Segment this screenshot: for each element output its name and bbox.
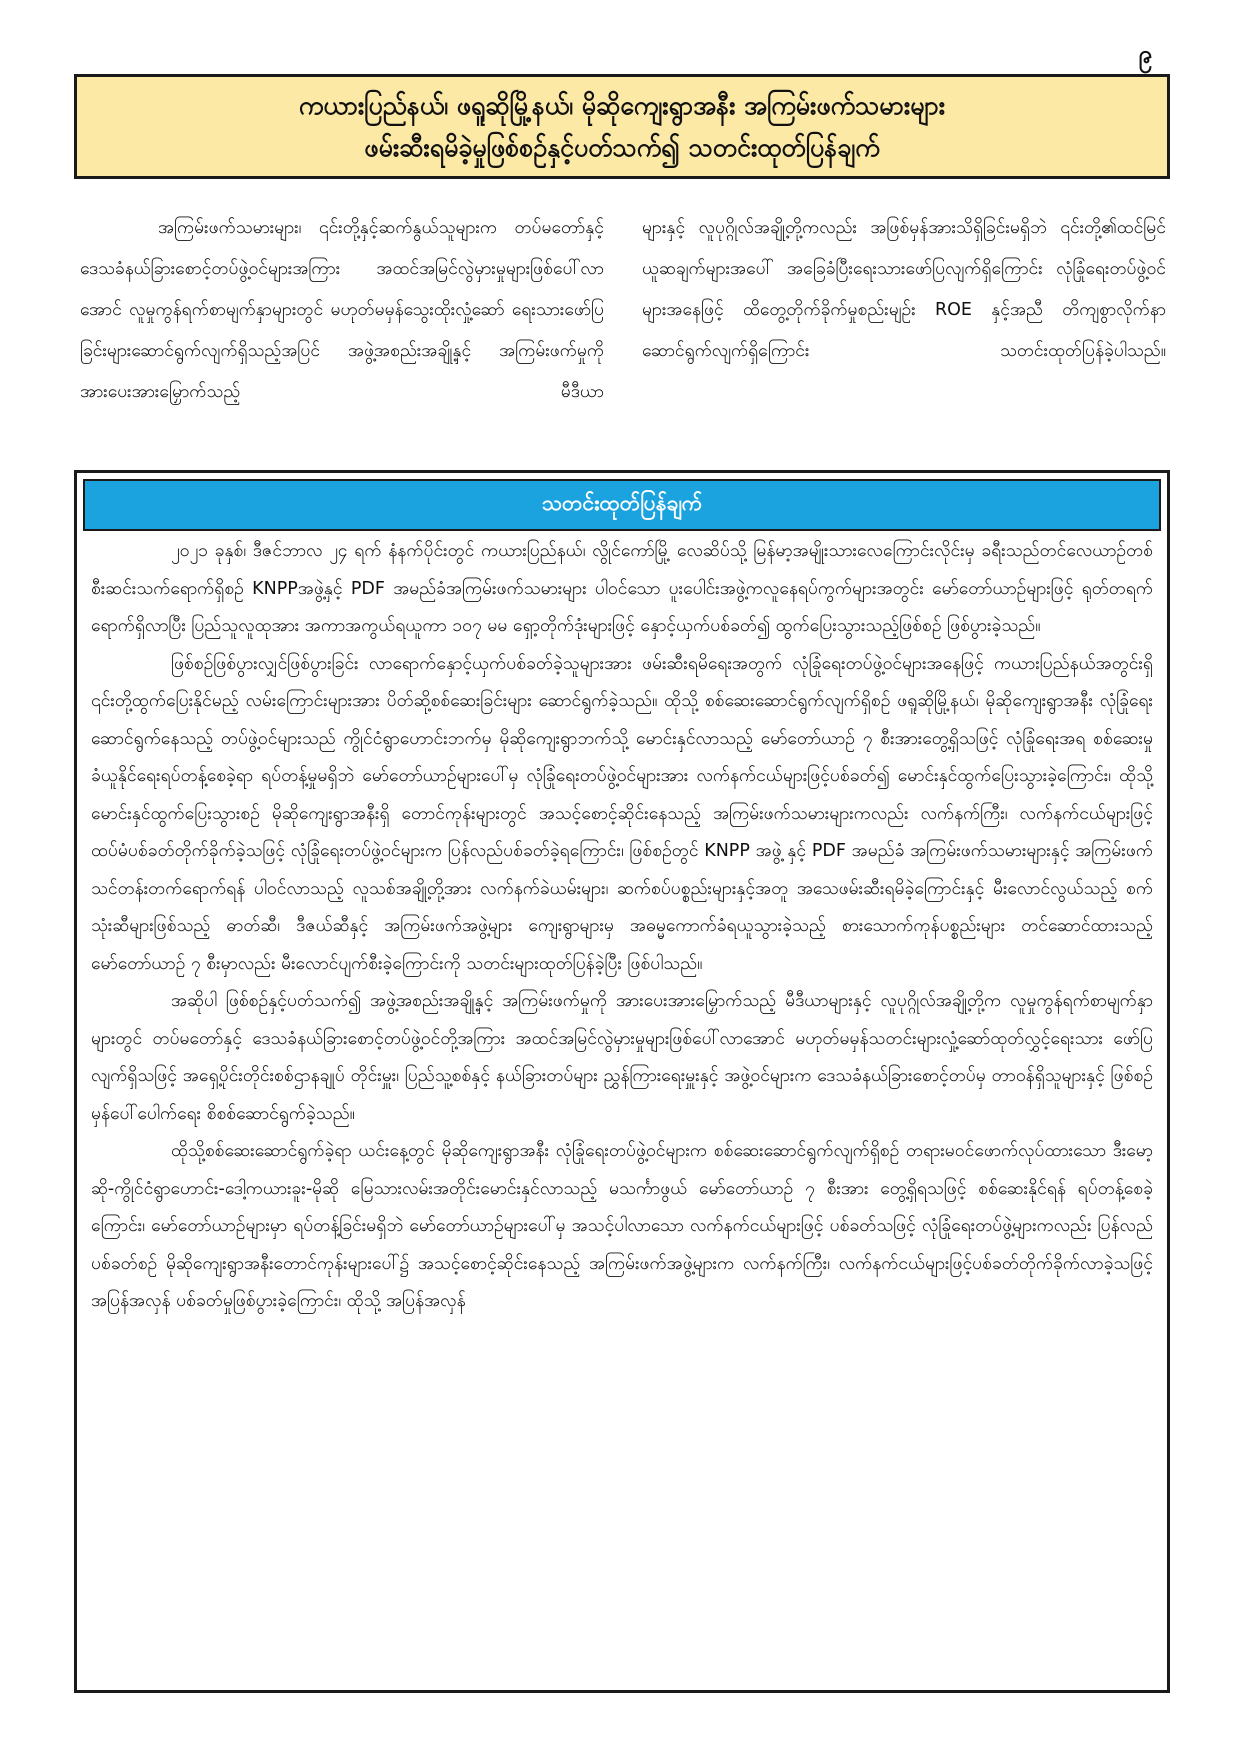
statement-paragraph-4: ထိုသို့စစ်ဆေးဆောင်ရွက်ခဲ့ရာ ယင်းနေ့တွင် မိုဆိုကျေးရွာအနီး လုံခြုံရေးတပ်ဖွဲ့ဝင်များက စစ်ဆေးဆောင်ရွက်လျက်ရှိစဉ် တရားမဝင်ဖောက်လုပ်ထားသော ဒီးမော့ဆို-ကွိုင်ငံရွာဟောင်း-ဒေါ့ကယားခူး-မိုဆို မြေသားလမ်းအတိုင်းမောင်းနှင်လာသည့် မသင်္ကာဖွယ် မော်တော်ယာဉ် ၇ စီးအား တွေ့ရှိရသဖြင့် စစ်ဆေးနိုင်ရန် ရပ်တန့်စေခဲ့ကြောင်း၊ မော်တော်ယာဉ်များမှာ ရပ်တန့်ခြင်းမရှိဘဲ မော်တော်ယာဉ်များပေါ်မှ အသင့်ပါလာသော လက်နက်ငယ်များဖြင့် ပစ်ခတ်သဖြင့် လုံခြုံရေးတပ်ဖွဲ့များကလည်း ပြန်လည်ပစ်ခတ်စဉ် မိုဆိုကျေးရွာအနီးတောင်ကုန်းများပေါ်၌ အသင့်စောင့်ဆိုင်းနေသည့် အကြမ်းဖက်အဖွဲ့များက လက်နက်ကြီး၊ လက်နက်ငယ်များဖြင့်ပစ်ခတ်တိုက်ခိုက်လာခဲ့သဖြင့် အပြန်အလှန် ပစ်ခတ်မှုဖြစ်ပွားခဲ့ကြောင်း၊ ထိုသို့ အပြန်အလှန် [91, 1141, 1153, 1311]
press-statement-header [83, 479, 1161, 531]
intro-column-right [642, 208, 1166, 454]
press-statement-box [74, 470, 1170, 1693]
intro-section [80, 208, 1166, 454]
statement-paragraph-1: ၂၀၂၁ ခုနှစ်၊ ဒီဇင်ဘာလ ၂၄ ရက် နံနက်ပိုင်းတွင် ကယားပြည်နယ်၊ လွိုင်ကော်မြို့ လေဆိပ်သို့ မြန်မာ့အမျိုးသားလေကြောင်းလိုင်းမှ ခရီးသည်တင်လေယာဉ်တစ်စီးဆင်းသက်ရောက်ရှိစဉ် KNPPအဖွဲ့နှင့် PDF အမည်ခံအကြမ်းဖက်သမားများ ပါဝင်သော ပူးပေါင်းအဖွဲ့ကလူနေရပ်ကွက်များအတွင်း မော်တော်ယာဉ်များဖြင့် ရုတ်တရက်ရောက်ရှိလာပြီး ပြည်သူလူထုအား အကာအကွယ်ရယူကာ ၁၀၇ မမ ရှော့တိုက်ဒုံးများဖြင့် နှောင့်ယှက်ပစ်ခတ်၍ ထွက်ပြေးသွားသည့်ဖြစ်စဉ် ဖြစ်ပွားခဲ့သည်။ [91, 541, 1153, 636]
intro-column-left [80, 208, 604, 454]
intro-text-left: အကြမ်းဖက်သမားများ၊ ၎င်းတို့နှင့်ဆက်နွယ်သူများက တပ်မတော်နှင့် ဒေသခံနယ်ခြားစောင့်တပ်ဖွဲ့ဝင်များအကြား အထင်အမြင်လွဲမှားမှုများဖြစ်ပေါ်လာအောင် လူမှုကွန်ရက်စာမျက်နှာများတွင် မဟုတ်မမှန်သွေးထိုးလှုံ့ဆော် ရေးသားဖော်ပြခြင်းများဆောင်ရွက်လျက်ရှိသည့်အပြင် အဖွဲ့အစည်းအချို့နှင့် အကြမ်းဖက်မှုကို အားပေးအားမြှောက်သည့် မီဒီယာ [80, 218, 604, 402]
intro-text-right: များနှင့် လူပုဂ္ဂိုလ်အချို့တို့ကလည်း အဖြစ်မှန်အားသိရှိခြင်းမရှိဘဲ ၎င်းတို့၏ထင်မြင်ယူဆချက်များအပေါ် အခြေခံပြီးရေးသားဖော်ပြလျက်ရှိကြောင်း လုံခြုံရေးတပ်ဖွဲ့ဝင်များအနေဖြင့် ထိတွေ့တိုက်ခိုက်မှုစည်းမျဉ်း ROE နှင့်အညီ တိကျစွာလိုက်နာဆောင်ရွက်လျက်ရှိကြောင်း သတင်းထုတ်ပြန်ခဲ့ပါသည်။ [642, 218, 1166, 361]
headline-line-1: ကယားပြည်နယ်၊ ဖရူဆိုမြို့နယ်၊ မိုဆိုကျေးရွာအနီး အကြမ်းဖက်သမားများ [298, 90, 946, 120]
headline-box [74, 74, 1170, 179]
press-statement-title: သတင်းထုတ်ပြန်ချက် [541, 490, 703, 515]
page-number: ၉ [1138, 40, 1152, 68]
press-statement-body [77, 531, 1167, 1683]
statement-paragraph-3: အဆိုပါ ဖြစ်စဉ်နှင့်ပတ်သက်၍ အဖွဲ့အစည်းအချို့နှင့် အကြမ်းဖက်မှုကို အားပေးအားမြှောက်သည့် မီဒီယာများနှင့် လူပုဂ္ဂိုလ်အချို့တို့က လူမှုကွန်ရက်စာမျက်နှာများတွင် တပ်မတော်နှင့် ဒေသခံနယ်ခြားစောင့်တပ်ဖွဲ့ဝင်တို့အကြား အထင်အမြင်လွဲမှားမှုများဖြစ်ပေါ်လာအောင် မဟုတ်မမှန်သတင်းများလှုံ့ဆော်ထုတ်လွှင့်ရေးသား ဖော်ပြလျက်ရှိသဖြင့် အရှေ့ပိုင်းတိုင်းစစ်ဌာနချုပ် တိုင်းမှူး၊ ပြည်သူ့စစ်နှင့် နယ်ခြားတပ်များ ညွှန်ကြားရေးမှူးနှင့် အဖွဲ့ဝင်များက ဒေသခံနယ်ခြားစောင့်တပ်မှ တာဝန်ရှိသူများနှင့် ဖြစ်စဉ်မှန်ပေါ်ပေါက်ရေး စိစစ်ဆောင်ရွက်ခဲ့သည်။ [91, 991, 1153, 1124]
statement-paragraph-2: ဖြစ်စဉ်ဖြစ်ပွားလျှင်ဖြစ်ပွားခြင်း လာရောက်နှောင့်ယှက်ပစ်ခတ်ခဲ့သူများအား ဖမ်းဆီးရမိရေးအတွက် လုံခြုံရေးတပ်ဖွဲ့ဝင်များအနေဖြင့် ကယားပြည်နယ်အတွင်းရှိ ၎င်းတို့ထွက်ပြေးနိုင်မည့် လမ်းကြောင်းများအား ပိတ်ဆို့စစ်ဆေးခြင်းများ ဆောင်ရွက်ခဲ့သည်။ ထိုသို့ စစ်ဆေးဆောင်ရွက်လျက်ရှိစဉ် ဖရူဆိုမြို့နယ်၊ မိုဆိုကျေးရွာအနီး လုံခြုံရေးဆောင်ရွက်နေသည့် တပ်ဖွဲ့ဝင်များသည် ကွိုင်ငံရွာဟောင်းဘက်မှ မိုဆိုကျေးရွာဘက်သို့ မောင်းနှင်လာသည့် မော်တော်ယာဉ် ၇ စီးအားတွေ့ရှိသဖြင့် လုံခြုံရေးအရ စစ်ဆေးမှုခံယူနိုင်ရေးရပ်တန့်စေခဲ့ရာ ရပ်တန့်မှုမရှိဘဲ မော်တော်ယာဉ်များပေါ်မှ လုံခြုံရေးတပ်ဖွဲ့ဝင်များအား လက်နက်ငယ်များဖြင့်ပစ်ခတ်၍ မောင်းနှင်ထွက်ပြေးသွားခဲ့ကြောင်း၊ ထိုသို့ မောင်းနှင်ထွက်ပြေးသွားစဉ် မိုဆိုကျေးရွာအနီးရှိ တောင်ကုန်းများတွင် အသင့်စောင့်ဆိုင်းနေသည့် အကြမ်းဖက်သမားများကလည်း လက်နက်ကြီး၊ လက်နက်ငယ်များဖြင့် ထပ်မံပစ်ခတ်တိုက်ခိုက်ခဲ့သဖြင့် လုံခြုံရေးတပ်ဖွဲ့ဝင်များက ပြန်လည်ပစ်ခတ်ခဲ့ရကြောင်း၊ ဖြစ်စဉ်တွင် KNPP အဖွဲ့ နှင့် PDF အမည်ခံ အကြမ်းဖက်သမားများနှင့် အကြမ်းဖက်သင်တန်းတက်ရောက်ရန် ပါဝင်လာသည့် လူသစ်အချို့တို့အား လက်နက်ခဲယမ်းများ၊ ဆက်စပ်ပစ္စည်းများနှင့်အတူ အသေဖမ်းဆီးရမိခဲ့ကြောင်းနှင့် မီးလောင်လွယ်သည့် စက်သုံးဆီများဖြစ်သည့် ဓာတ်ဆီ၊ ဒီဇယ်ဆီနှင့် အကြမ်းဖက်အဖွဲ့များ ကျေးရွာများမှ အဓမ္မကောက်ခံရယူသွားခဲ့သည့် စားသောက်ကုန်ပစ္စည်းများ တင်ဆောင်ထားသည့် မော်တော်ယာဉ် ၇ စီးမှာလည်း မီးလောင်ပျက်စီးခဲ့ကြောင်းကို သတင်းများထုတ်ပြန်ခဲ့ပြီး ဖြစ်ပါသည်။ [91, 653, 1153, 974]
headline-line-2: ဖမ်းဆီးရမိခဲ့မှုဖြစ်စဉ်နှင့်ပတ်သက်၍ သတင်းထုတ်ပြန်ချက် [364, 132, 880, 162]
